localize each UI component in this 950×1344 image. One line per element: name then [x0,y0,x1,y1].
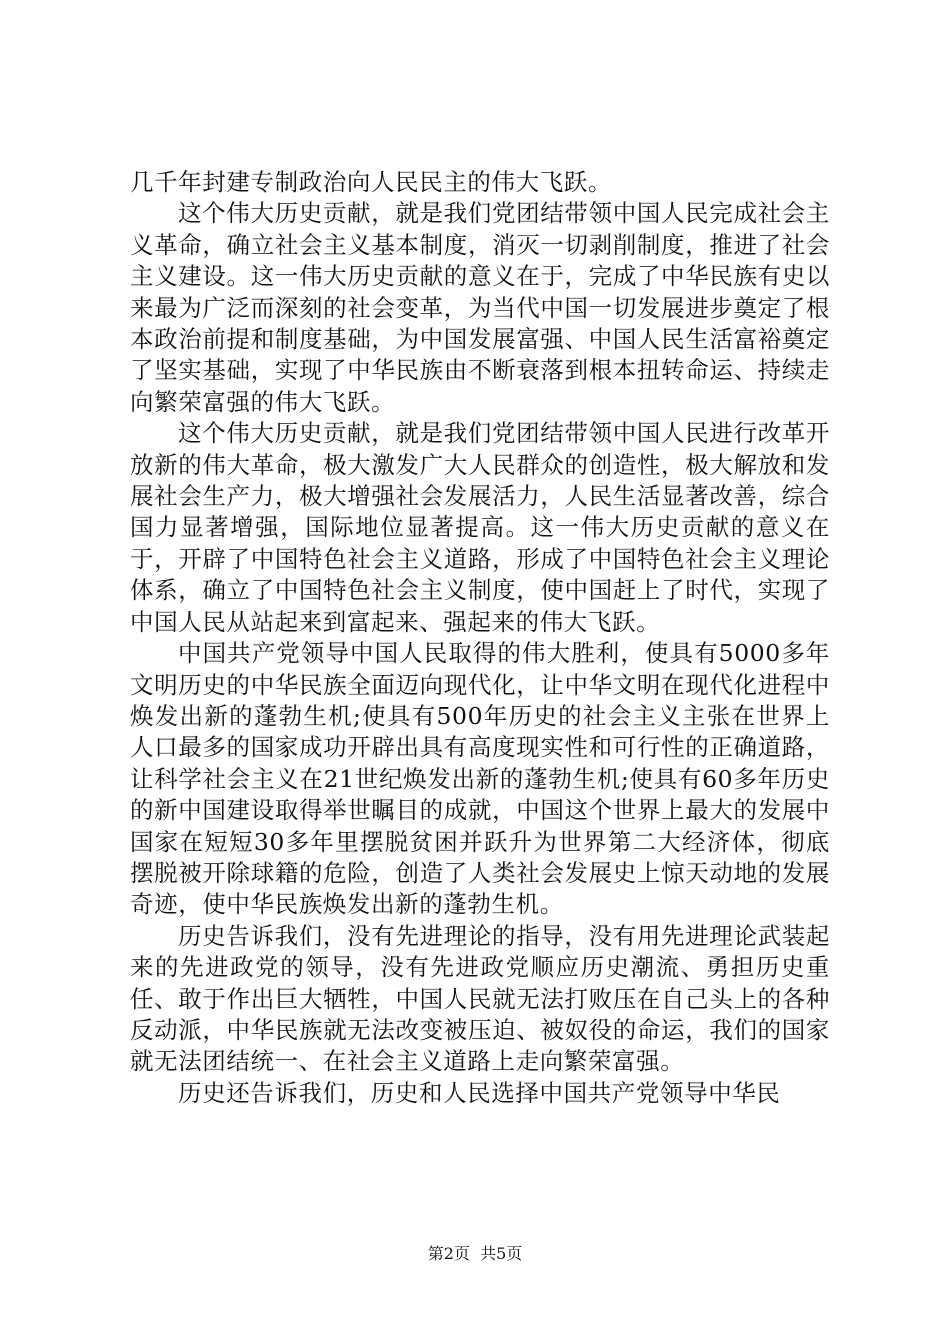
page-footer [0,1244,950,1264]
paragraph: 这个伟大历史贡献，就是我们党团结带领中国人民进行改革开放新的伟大革命，极大激发广大人民群众的创造性，极大解放和发展社会生产力，极大增强社会发展活力，人民生活显著改善，综合国力显著增强，国际地位显著提高。这一伟大历史贡献的意义在于，开辟了中国特色社会主义道路，形成了中国特色社会主义理论体系，确立了中国特色社会主义制度，使中国赶上了时代，实现了中国人民从站起来到富起来、强起来的伟大飞跃。 [130,419,830,636]
paragraph: 中国共产党领导中国人民取得的伟大胜利，使具有5000多年文明历史的中华民族全面迈向现代化，让中华文明在现代化进程中焕发出新的蓬勃生机;使具有500年历史的社会主义主张在世界上人口最多的国家成功开辟出具有高度现实性和可行性的正确道路，让科学社会主义在21世纪焕发出新的蓬勃生机;使具有60多年历史的新中国建设取得举世瞩目的成就，中国这个世界上最大的发展中国家在短短30多年里摆脱贫困并跃升为世界第二大经济体，彻底摆脱被开除球籍的危险，创造了人类社会发展史上惊天动地的发展奇迹，使中华民族焕发出新的蓬勃生机。 [130,639,830,919]
page-number: 第2页 [427,1244,470,1263]
paragraph: 历史还告诉我们，历史和人民选择中国共产党领导中华民 [178,1078,781,1107]
page-total: 共5页 [480,1244,523,1263]
paragraph-continuation: 几千年封建专制政治向人民民主的伟大飞跃。 [130,168,612,196]
paragraph: 历史告诉我们，没有先进理论的指导，没有用先进理论武装起来的先进政党的领导，没有先进政党顺应历史潮流、勇担历史重任、敢于作出巨大牺牲，中国人民就无法打败压在自己头上的各种反动派，中华民族就无法改变被压迫、被奴役的命运，我们的国家就无法团结统一、在社会主义道路上走向繁荣富强。 [130,921,830,1076]
document-body [130,167,830,1109]
paragraph: 这个伟大历史贡献，就是我们党团结带领中国人民完成社会主义革命，确立社会主义基本制度，消灭一切剥削制度，推进了社会主义建设。这一伟大历史贡献的意义在于，完成了中华民族有史以来最为广泛而深刻的社会变革，为当代中国一切发展进步奠定了根本政治前提和制度基础，为中国发展富强、中国人民生活富裕奠定了坚实基础，实现了中华民族由不断衰落到根本扭转命运、持续走向繁荣富强的伟大飞跃。 [130,199,830,416]
